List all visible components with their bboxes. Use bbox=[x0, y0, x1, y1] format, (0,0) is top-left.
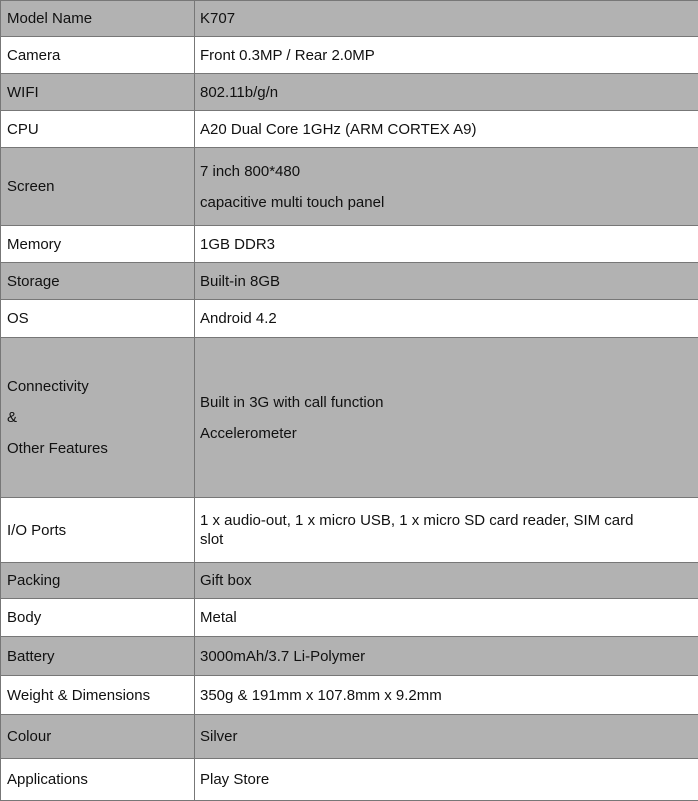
spec-label-cell bbox=[1, 599, 195, 637]
spec-value-cell bbox=[195, 263, 698, 300]
spec-row-memory bbox=[1, 226, 698, 263]
spec-value: 7 inch 800*480 bbox=[200, 162, 692, 181]
spec-value-cell bbox=[195, 759, 698, 801]
spec-row-weight-dimensions bbox=[1, 676, 698, 715]
spec-row-screen bbox=[1, 148, 698, 226]
spec-row-storage bbox=[1, 263, 698, 300]
spec-value: Built-in 8GB bbox=[200, 272, 692, 291]
spec-row-body bbox=[1, 599, 698, 637]
spec-value: A20 Dual Core 1GHz (ARM CORTEX A9) bbox=[200, 120, 692, 139]
spec-label: Model Name bbox=[7, 9, 188, 28]
spec-label: OS bbox=[7, 309, 188, 328]
spec-value-cell bbox=[195, 148, 698, 226]
spec-value: 802.11b/g/n bbox=[200, 83, 692, 102]
spec-value: 3000mAh/3.7 Li-Polymer bbox=[200, 647, 692, 666]
spec-label: I/O Ports bbox=[7, 521, 188, 540]
spec-value-cell bbox=[195, 498, 698, 563]
spec-label: Battery bbox=[7, 647, 188, 666]
spec-label-cell bbox=[1, 300, 195, 338]
spec-label-cell bbox=[1, 498, 195, 563]
spec-label: Colour bbox=[7, 727, 188, 746]
spec-row-io-ports bbox=[1, 498, 698, 563]
spec-value: 350g & 191mm x 107.8mm x 9.2mm bbox=[200, 686, 692, 705]
spec-label: CPU bbox=[7, 120, 188, 139]
spec-row-cpu bbox=[1, 111, 698, 148]
spec-row-battery bbox=[1, 637, 698, 676]
spec-label: Body bbox=[7, 608, 188, 627]
spec-label: Applications bbox=[7, 770, 188, 789]
spec-label: & bbox=[7, 408, 188, 427]
spec-value-cell bbox=[195, 676, 698, 715]
spec-label: Other Features bbox=[7, 439, 188, 458]
spec-value: capacitive multi touch panel bbox=[200, 193, 692, 212]
spec-label-cell bbox=[1, 226, 195, 263]
spec-value: Built in 3G with call function bbox=[200, 393, 692, 412]
spec-value: Metal bbox=[200, 608, 692, 627]
spec-row-applications bbox=[1, 759, 698, 801]
spec-value-cell bbox=[195, 338, 698, 498]
spec-label-cell bbox=[1, 111, 195, 148]
spec-label-cell bbox=[1, 37, 195, 74]
spec-label: WIFI bbox=[7, 83, 188, 102]
spec-label: Screen bbox=[7, 177, 188, 196]
spec-row-colour bbox=[1, 715, 698, 759]
spec-label-cell bbox=[1, 338, 195, 498]
spec-label-cell bbox=[1, 1, 195, 37]
spec-value-cell bbox=[195, 1, 698, 37]
spec-value: Accelerometer bbox=[200, 424, 692, 443]
spec-label-cell bbox=[1, 563, 195, 599]
spec-row-wifi bbox=[1, 74, 698, 111]
spec-label: Weight & Dimensions bbox=[7, 686, 188, 705]
spec-value: Play Store bbox=[200, 770, 692, 789]
spec-row-packing bbox=[1, 563, 698, 599]
spec-label-cell bbox=[1, 759, 195, 801]
spec-label: Camera bbox=[7, 46, 188, 65]
spec-row-os bbox=[1, 300, 698, 338]
spec-value-cell bbox=[195, 226, 698, 263]
spec-label-cell bbox=[1, 715, 195, 759]
spec-value-cell bbox=[195, 563, 698, 599]
spec-label-cell bbox=[1, 74, 195, 111]
spec-label-cell bbox=[1, 637, 195, 676]
spec-value: Gift box bbox=[200, 571, 692, 590]
spec-label-cell bbox=[1, 263, 195, 300]
spec-value-cell bbox=[195, 111, 698, 148]
spec-label-cell bbox=[1, 148, 195, 226]
spec-label: Connectivity bbox=[7, 377, 188, 396]
spec-value-cell bbox=[195, 37, 698, 74]
spec-value: 1 x audio-out, 1 x micro USB, 1 x micro SD card reader, SIM card slot bbox=[200, 511, 692, 549]
spec-label: Storage bbox=[7, 272, 188, 291]
spec-value-cell bbox=[195, 74, 698, 111]
spec-value: 1GB DDR3 bbox=[200, 235, 692, 254]
spec-value-cell bbox=[195, 637, 698, 676]
spec-row-model-name bbox=[1, 1, 698, 37]
spec-value-cell bbox=[195, 300, 698, 338]
spec-value: K707 bbox=[200, 9, 692, 28]
spec-label-cell bbox=[1, 676, 195, 715]
spec-value: Silver bbox=[200, 727, 692, 746]
spec-value: Front 0.3MP / Rear 2.0MP bbox=[200, 46, 692, 65]
spec-row-connectivity bbox=[1, 338, 698, 498]
spec-value-cell bbox=[195, 715, 698, 759]
spec-value-cell bbox=[195, 599, 698, 637]
spec-value: Android 4.2 bbox=[200, 309, 692, 328]
spec-row-camera bbox=[1, 37, 698, 74]
spec-label: Packing bbox=[7, 571, 188, 590]
spec-label: Memory bbox=[7, 235, 188, 254]
